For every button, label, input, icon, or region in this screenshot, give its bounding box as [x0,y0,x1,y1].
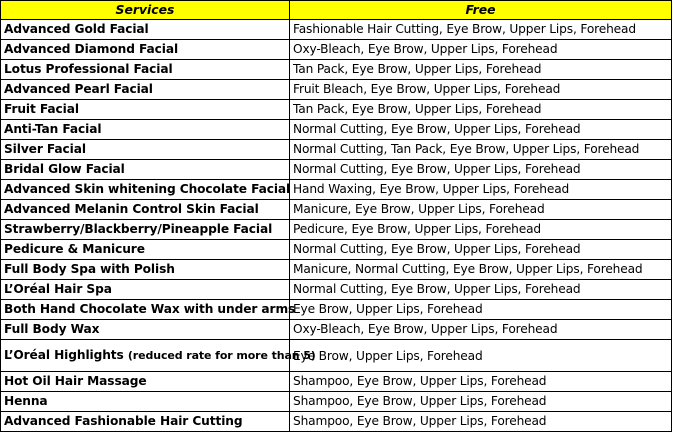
table-row [1,80,672,100]
service-cell [1,40,290,60]
table-row [1,372,672,392]
service-name: Silver Facial [4,142,86,156]
table-row [1,120,672,140]
service-cell [1,280,290,300]
service-name: Strawberry/Blackberry/Pineapple Facial [4,222,273,236]
service-cell [1,220,290,240]
header-row [1,1,672,20]
table-row [1,300,672,320]
table-row [1,20,672,40]
service-cell [1,300,296,320]
service-cell [1,240,290,260]
table-row [1,340,672,372]
service-name: Fruit Facial [4,102,79,116]
free-cell: Normal Cutting, Eye Brow, Upper Lips, Forehead [290,240,672,260]
free-cell: Shampoo, Eye Brow, Upper Lips, Forehead [290,392,672,412]
service-cell [1,120,290,140]
service-cell [1,180,290,200]
service-name: Hot Oil Hair Massage [4,374,147,388]
service-cell [1,412,290,432]
free-cell: Eye Brow, Upper Lips, Forehead [290,300,672,320]
service-cell [1,100,290,120]
service-name: Pedicure & Manicure [4,242,145,256]
service-name: Advanced Pearl Facial [4,82,153,96]
table-row [1,412,672,432]
table-row [1,240,672,260]
free-cell: Fashionable Hair Cutting, Eye Brow, Upper Lips, Forehead [290,20,672,40]
free-cell: Normal Cutting, Eye Brow, Upper Lips, Forehead [290,160,672,180]
service-cell [1,60,290,80]
service-cell [1,260,290,280]
services-header: Services [1,1,290,20]
service-note: (reduced rate for more than 5) [127,349,316,362]
free-cell: Fruit Bleach, Eye Brow, Upper Lips, Forehead [290,80,672,100]
free-cell: Tan Pack, Eye Brow, Upper Lips, Forehead [290,60,672,80]
service-cell [1,392,290,412]
service-name: L’Oréal Hair Spa [4,282,112,296]
service-cell [1,80,290,100]
table-row [1,160,672,180]
service-name: Lotus Professional Facial [4,62,173,76]
service-name: Full Body Wax [4,322,100,336]
service-name: Advanced Skin whitening Chocolate Facial [4,182,291,196]
free-cell: Normal Cutting, Eye Brow, Upper Lips, Forehead [290,280,672,300]
table-row [1,200,672,220]
service-cell [1,20,290,40]
service-name: Advanced Melanin Control Skin Facial [4,202,259,216]
service-cell [1,160,290,180]
table-row [1,320,672,340]
free-cell: Shampoo, Eye Brow, Upper Lips, Forehead [290,412,672,432]
table-row [1,140,672,160]
service-name: L’Oréal Highlights [4,348,124,362]
free-cell: Oxy-Bleach, Eye Brow, Upper Lips, Forehead [290,40,672,60]
table-body [1,20,672,432]
free-cell: Shampoo, Eye Brow, Upper Lips, Forehead [290,372,672,392]
free-cell: Normal Cutting, Tan Pack, Eye Brow, Upper Lips, Forehead [290,140,672,160]
free-cell: Manicure, Normal Cutting, Eye Brow, Upper Lips, Forehead [290,260,672,280]
table-row [1,40,672,60]
service-name: Henna [4,394,48,408]
free-cell: Eye Brow, Upper Lips, Forehead [290,340,672,372]
free-cell: Oxy-Bleach, Eye Brow, Upper Lips, Forehead [290,320,672,340]
service-cell [1,140,290,160]
service-name: Advanced Gold Facial [4,22,149,36]
table-row [1,392,672,412]
service-name: Bridal Glow Facial [4,162,125,176]
service-cell [1,200,290,220]
table-row [1,180,672,200]
table-row [1,260,672,280]
service-name: Anti-Tan Facial [4,122,102,136]
free-cell: Normal Cutting, Eye Brow, Upper Lips, Forehead [290,120,672,140]
free-cell: Tan Pack, Eye Brow, Upper Lips, Forehead [290,100,672,120]
service-cell [1,340,316,372]
free-cell: Pedicure, Eye Brow, Upper Lips, Forehead [290,220,672,240]
table-row [1,100,672,120]
service-name: Full Body Spa with Polish [4,262,175,276]
service-cell [1,320,290,340]
service-name: Both Hand Chocolate Wax with under arms [4,302,296,316]
service-cell [1,372,290,392]
service-name: Advanced Fashionable Hair Cutting [4,414,243,428]
free-header: Free [290,1,672,20]
service-name: Advanced Diamond Facial [4,42,179,56]
table-row [1,60,672,80]
free-cell: Manicure, Eye Brow, Upper Lips, Forehead [290,200,672,220]
free-cell: Hand Waxing, Eye Brow, Upper Lips, Forehead [290,180,672,200]
table-row [1,280,672,300]
table-row [1,220,672,240]
